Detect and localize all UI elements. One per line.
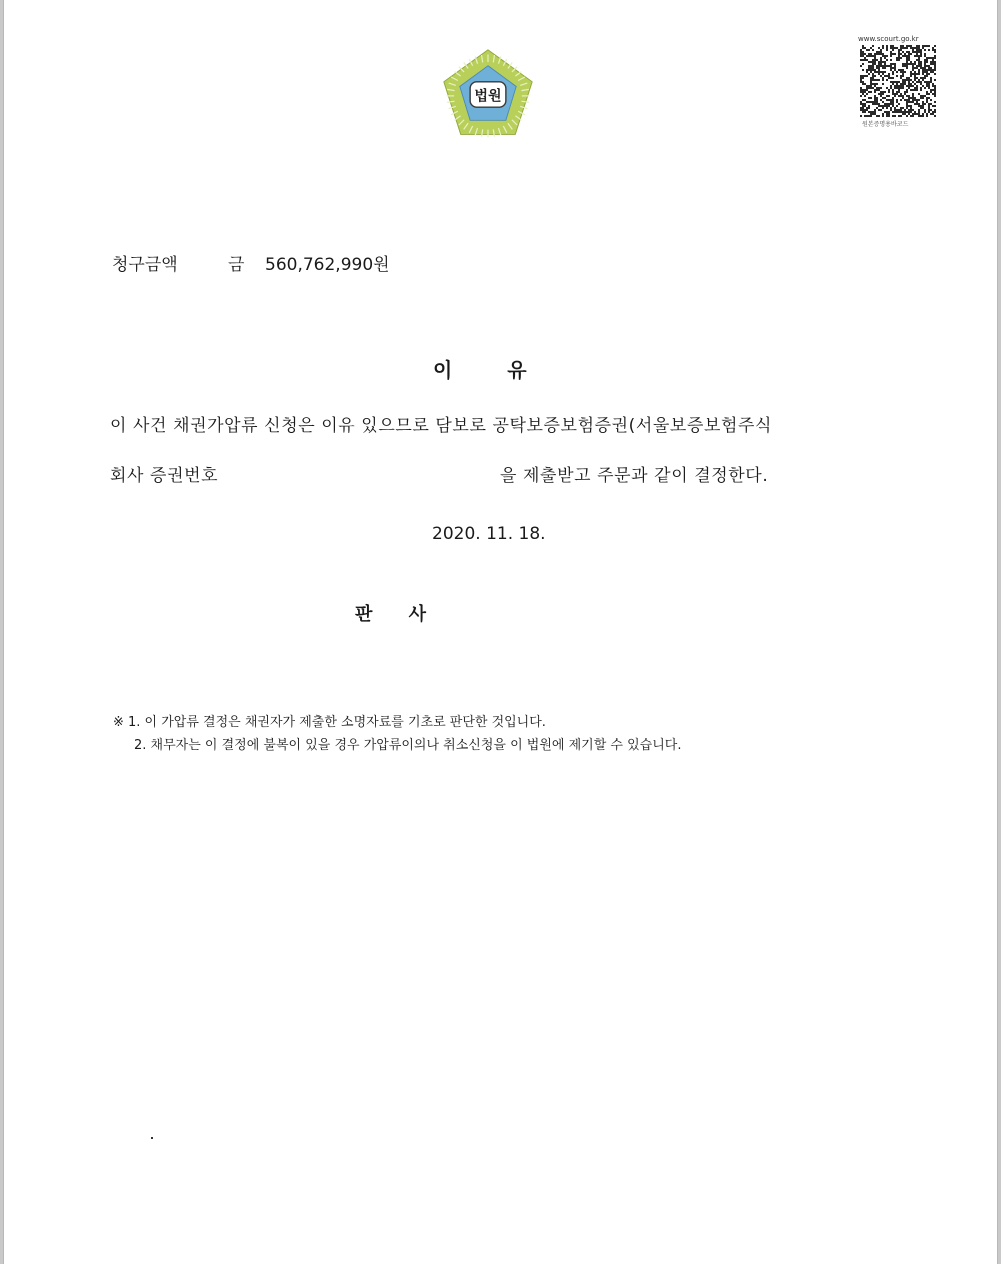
- note-item-2: 2. 채무자는 이 결정에 불복이 있을 경우 가압류이의나 취소신청을 이 법원에 제기할 수 있습니다.: [134, 738, 682, 753]
- claim-amount-value: 560,762,990원: [265, 255, 390, 275]
- court-emblem-icon: [441, 47, 535, 141]
- reason-line-2-end: 을 제출받고 주문과 같이 결정한다.: [500, 466, 769, 486]
- qr-caption: 원본증명용바코드: [862, 121, 909, 128]
- reason-line-2-start: 회사 증권번호: [110, 466, 219, 486]
- qr-code-icon: [860, 45, 936, 117]
- claim-amount-prefix: 금: [228, 255, 245, 275]
- decision-date: 2020. 11. 18.: [432, 524, 546, 544]
- note-item-1: ※ 1. 이 가압류 결정은 채권자가 제출한 소명자료를 기초로 판단한 것입니다.: [113, 715, 546, 730]
- reason-heading: 이 유: [433, 358, 527, 382]
- document-page: [3, 0, 998, 1264]
- judge-title: 판 사: [355, 604, 427, 625]
- stray-mark: [151, 1137, 153, 1139]
- qr-url: www.scourt.go.kr: [858, 35, 919, 43]
- claim-amount-label: 청구금액: [112, 255, 178, 275]
- emblem-text: 법원: [474, 88, 502, 105]
- reason-line-1: 이 사건 채권가압류 신청은 이유 있으므로 담보로 공탁보증보험증권(서울보증보험주식: [110, 416, 773, 436]
